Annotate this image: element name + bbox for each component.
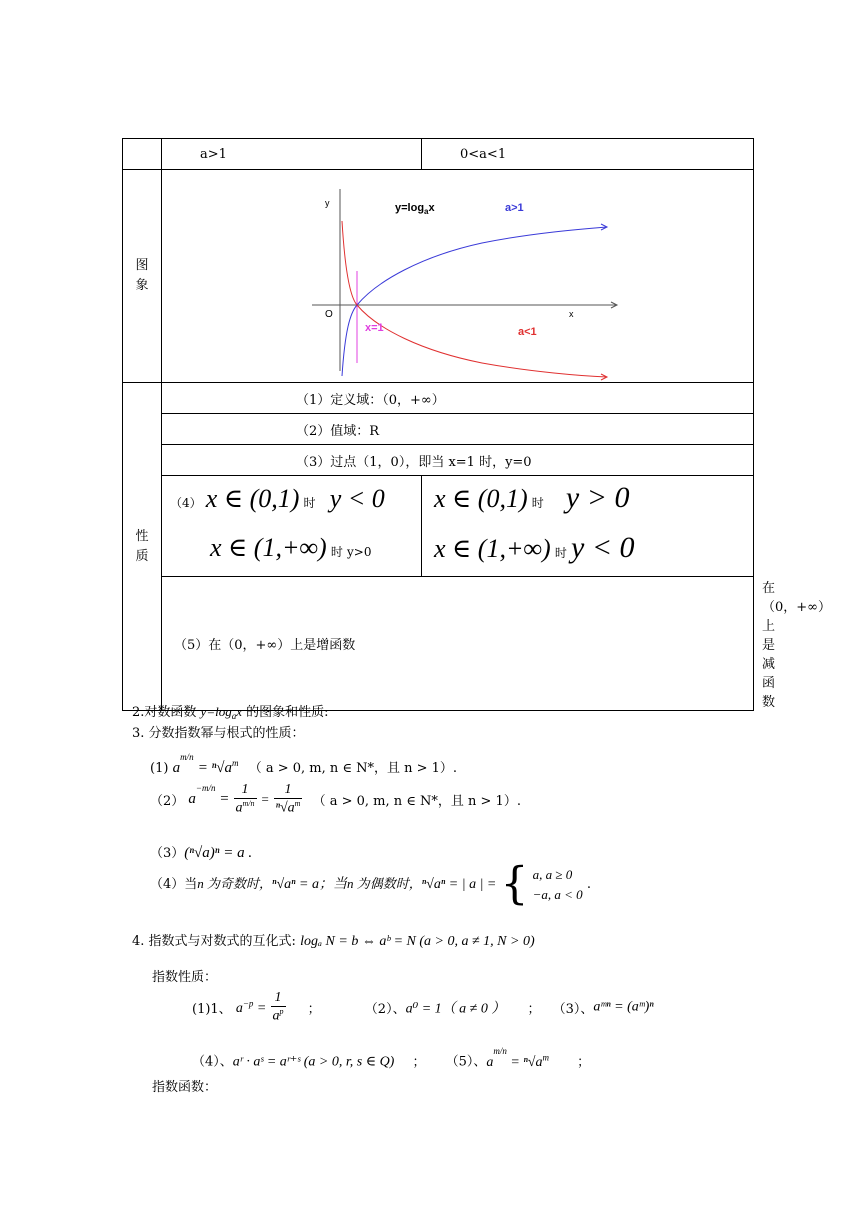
label-x-equals-1: x=1	[365, 322, 384, 334]
prop-range: （2）值域：R	[162, 414, 754, 445]
section-3-heading: 3. 分数指数幂与根式的性质：	[132, 726, 305, 741]
p4-r2-x: x ∈ (1,+∞)	[434, 534, 551, 563]
formula-1: (1) $a^{m/n} = ^n√a^m$ （ a > 0, m, n ∈ N*，且 n > 1）.	[150, 752, 458, 776]
exponent-properties-heading: 指数性质：	[152, 970, 218, 985]
corner-cell	[123, 139, 162, 170]
prop-domain: （1）定义域：（0，+∞）	[162, 383, 754, 414]
log-function-table: a>1 0<a<1 图象 y x O $y=\log_ax$ a>1 a<1 x=1 性质 （1）定义域：（0，+∞） （2）值域：R （3）过点（1，0），即当 x=1 时，y=0 （4） x ∈ (0,1) 时 y < 0 x ∈ (1,+∞) 时 y>0 x ∈ (0,1) 时 y > 0 x ∈ (1,+∞) 时 y < 0 （5）在（0，+∞）上是增函数 在（0，+∞）上是减函数	[122, 138, 754, 711]
props-row-label: 性质	[123, 383, 162, 711]
p4-l1-y: y < 0	[329, 484, 385, 513]
p4-l1-x: x ∈ (0,1)	[205, 484, 300, 513]
exp-prop-row-1: (1)1、 $a^{-p}$ = $\frac{1}{a^p}$ ； （2）、a⁰ = 1（ a ≠ 0 ） ； （3）、aᵐⁿ = (aᵐ)ⁿ	[192, 990, 654, 1024]
p4-r2-y: y < 0	[571, 531, 635, 564]
y-axis-label: y	[325, 198, 330, 208]
label-a-gt-1: a>1	[505, 202, 524, 214]
p4-r1-x: x ∈ (0,1)	[434, 484, 528, 513]
p4-l2-x: x ∈ (1,+∞)	[210, 533, 327, 562]
p4-l2-y: y>0	[346, 545, 372, 559]
curve-a-gt-1	[342, 227, 607, 376]
formula-3: （3）(ⁿ√a)ⁿ = a .	[150, 845, 253, 861]
header-a-gt-1: a>1	[162, 139, 422, 170]
prop-fixed-point: （3）过点（1，0），即当 x=1 时，y=0	[162, 445, 754, 476]
formula-4: （4）当n 为奇数时，ⁿ√aⁿ = a；当n 为偶数时，ⁿ√aⁿ = | a | = { a, a ≥ 0 −a, a < 0 .	[150, 858, 591, 910]
prop-sign-right: x ∈ (0,1) 时 y > 0 x ∈ (1,+∞) 时 y < 0	[422, 476, 754, 577]
prop-sign-left: （4） x ∈ (0,1) 时 y < 0 x ∈ (1,+∞) 时 y>0	[162, 476, 422, 577]
origin-label: O	[325, 309, 333, 320]
header-a-lt-1: 0<a<1	[422, 139, 754, 170]
exponential-function-heading: 指数函数：	[152, 1080, 218, 1095]
graph-row-label: 图象	[123, 170, 162, 383]
p4-r1-y: y > 0	[565, 481, 630, 514]
formula-1-condition: （ a > 0, m, n ∈ N*，且 n > 1）.	[248, 761, 458, 776]
formula-2: （2） $a^{-m/n}$ = $\frac{1}{a^{m/n}}$ = $\frac{1}{^n√a^m}$ （ a > 0, m, n ∈ N*，且 n > 1）.	[150, 782, 521, 816]
section-2-heading: 2.对数函数 $y=\log_ax$ 的图象和性质:	[132, 704, 329, 721]
exp-prop-row-2: （4）、aʳ · aˢ = aʳ⁺ˢ (a > 0, r, s ∈ Q) ； （5）、$a^{m/n} = ^n√a^m$ ；	[192, 1045, 591, 1070]
formula-2-condition: （ a > 0, m, n ∈ N*，且 n > 1）.	[312, 793, 521, 809]
log-graph	[162, 171, 752, 381]
prop-increasing: （5）在（0，+∞）上是增函数	[162, 577, 754, 711]
graph-formula: $y=\log_ax$	[395, 202, 435, 216]
label-a-lt-1: a<1	[518, 326, 537, 338]
x-axis-label: x	[569, 309, 574, 319]
section-4-heading: 4. 指数式与对数式的互化式: logₐ N = b ⇔ aᵇ = N (a > 0, a ≠ 1, N > 0)	[132, 934, 535, 949]
graph-cell	[162, 170, 754, 383]
